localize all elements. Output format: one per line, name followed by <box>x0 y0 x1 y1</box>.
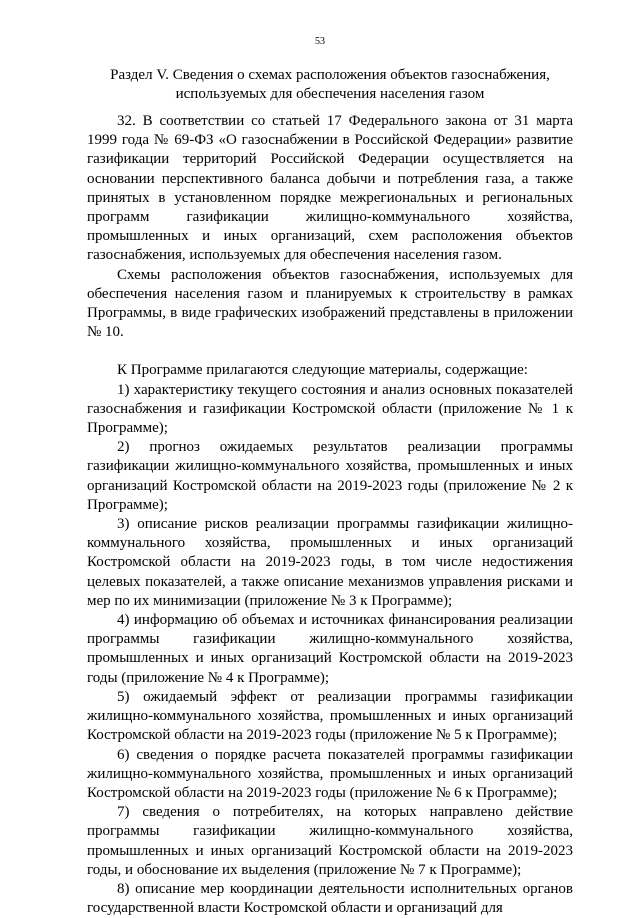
paragraph-gas-facility-schemes: Схемы расположения объектов газоснабжения, используемых для обеспечения населения газом и планируемых к строительству в рамках Программы, в виде графических изображений представлены в приложении № 10. <box>87 266 573 341</box>
list-item-appendix-4: 4) информацию об объемах и источниках финансирования реализации программы газификации жилищно-коммунального хозяйства, промышленных и иных организаций Костромской области на 2019-2023 годы (приложение № 4 к Программе); <box>87 612 573 686</box>
list-item-appendix-1: 1) характеристику текущего состояния и анализ основных показателей газоснабжения и газификации Костромской области (приложение № 1 к Программе); <box>87 381 573 437</box>
section-heading-line-2: используемых для обеспечения населения газом <box>175 86 485 102</box>
list-item-appendix-6: 6) сведения о порядке расчета показателей программы газификации жилищно-коммунального хозяйства, промышленных и иных организаций Костромской области на 2019-2023 годы (приложение № 6 к Программе); <box>87 746 573 801</box>
list-item-appendix-8: 8) описание мер координации деятельности исполнительных органов государственной власти Костромской области и организаций для <box>87 880 573 917</box>
list-item-appendix-5: 5) ожидаемый эффект от реализации программы газификации жилищно-коммунального хозяйства, промышленных и иных организаций Костромской области на 2019-2023 годы (приложение № 5 к Программе); <box>87 688 573 744</box>
list-item-appendix-3: 3) описание рисков реализации программы газификации жилищно-коммунального хозяйства, промышленных и иных организаций Костромской области на 2019-2023 годы, в том числе недостижения целевых показателей, а также описание механизмов управления рисками и мер по их минимизации (приложение № 3 к Программе); <box>87 516 573 609</box>
page-number: 53 <box>315 36 325 47</box>
list-item-appendix-7: 7) сведения о потребителях, на которых направлено действие программы газификации жилищно-коммунального хозяйства, промышленных и иных организаций Костромской области на 2019-2023 годы, и обоснование их выделения (приложение № 7 к Программе); <box>87 804 573 878</box>
paragraph-32-gas-supply-law: 32. В соответствии со статьей 17 Федерального закона от 31 марта 1999 года № 69-ФЗ «О газоснабжении в Российской Федерации» развитие газификации территорий Российской Федерации осуществляется на основании перспективного баланса добычи и потребления газа, а также принятых в установленном порядке межрегиональных и региональных программ газификации жилищно-коммунального хозяйства, промышленных и иных организаций, схем расположения объектов газоснабжения, используемых для обеспечения населения газом. <box>87 113 573 264</box>
list-item-appendix-2: 2) прогноз ожидаемых результатов реализации программы газификации жилищно-коммунального хозяйства, промышленных и иных организаций Костромской области на 2019-2023 годы (приложение № 2 к Программе); <box>87 439 573 513</box>
document-body <box>87 112 573 918</box>
paragraph-attached-materials-intro: К Программе прилагаются следующие материалы, содержащие: <box>117 362 528 379</box>
section-heading-line-1: Раздел V. Сведения о схемах расположения объектов газоснабжения, <box>110 67 550 83</box>
section-heading <box>100 66 560 104</box>
